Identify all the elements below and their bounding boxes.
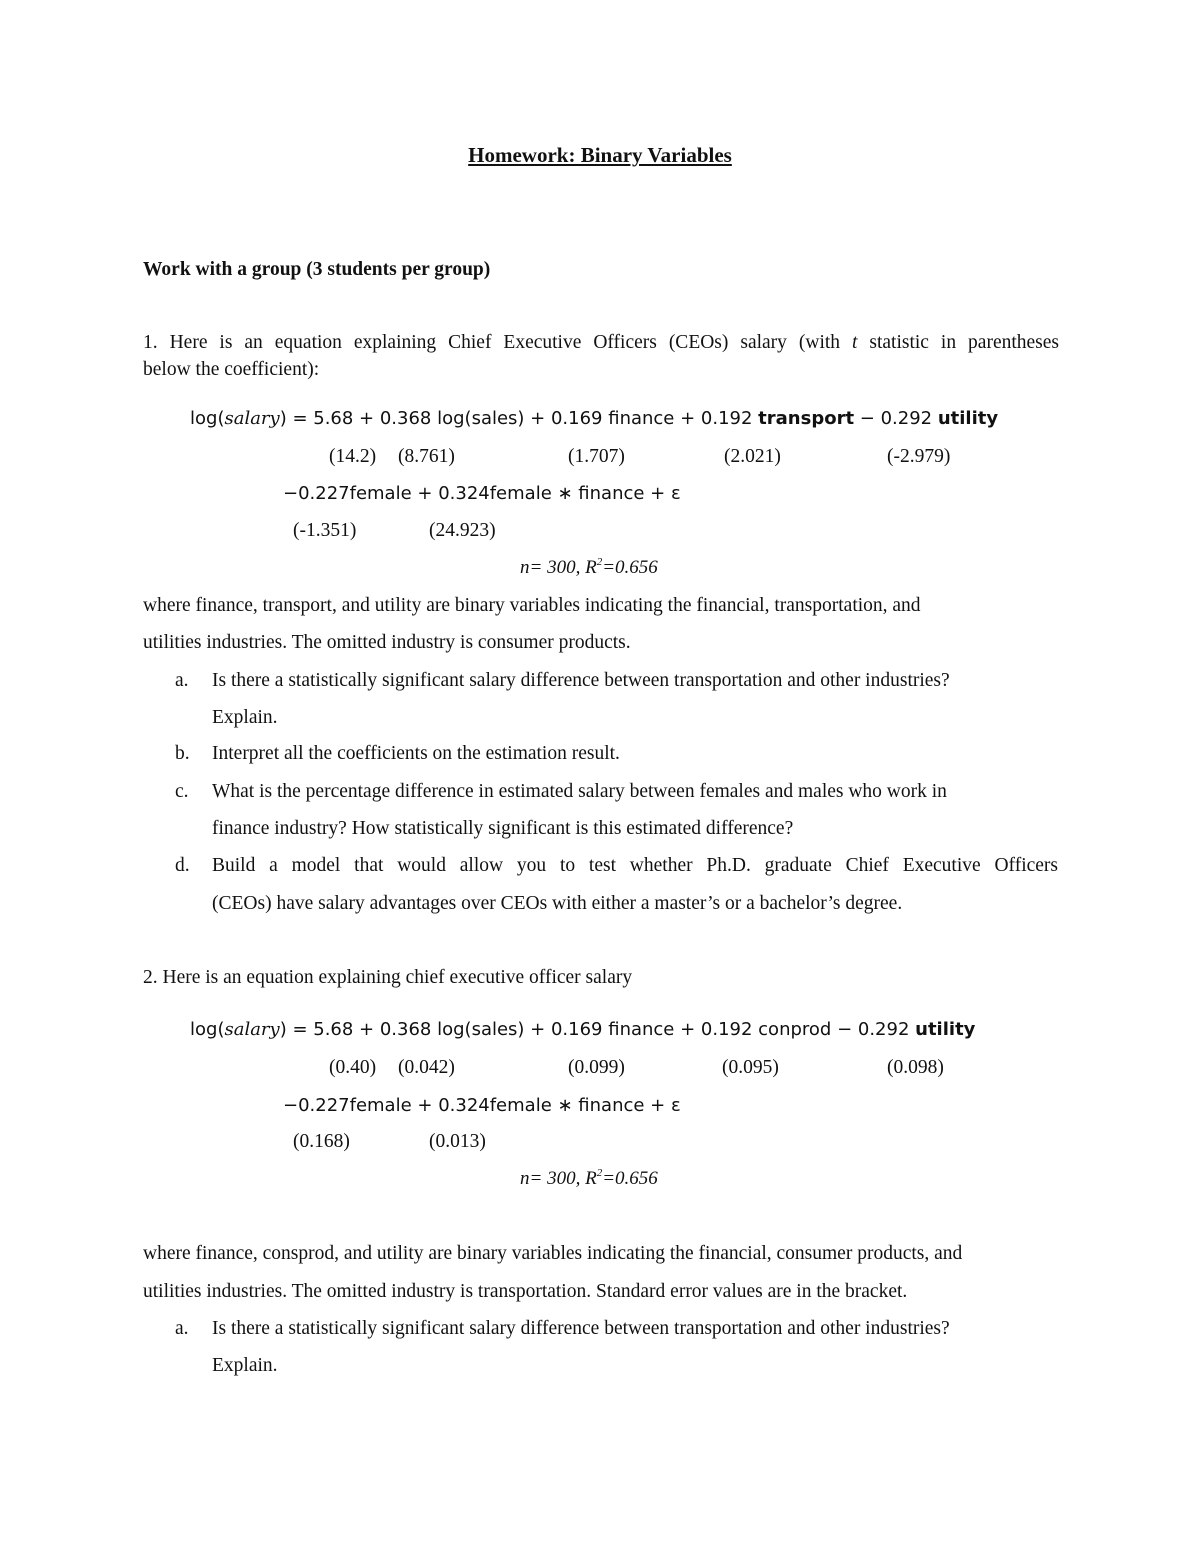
q2-intro: 2. Here is an equation explaining chief executive officer salary <box>143 967 633 988</box>
q1-item-c-line1: What is the percentage difference in estimated salary between females and males who work in <box>212 781 947 802</box>
q1-item-d-letter: d. <box>175 855 190 876</box>
q1-where-line1: where finance, transport, and utility are binary variables indicating the financial, transportation, and <box>143 595 921 616</box>
q1-eq-transport: transport <box>758 408 855 429</box>
q2-se-3: (0.099) <box>568 1057 625 1078</box>
q2-equation-line1: log(salary) = 5.68 + 0.368 log(sales) + 0.169 finance + 0.192 conprod − 0.292 utility <box>190 1019 976 1040</box>
q2-se-4: (0.095) <box>722 1057 779 1078</box>
q2-eq-salary: salary <box>224 1019 280 1040</box>
q1-intro-t: t <box>852 332 858 353</box>
q1-tstat-4: (2.021) <box>724 446 781 467</box>
q2-eq-utility: utility <box>915 1019 976 1040</box>
q1-item-a-letter: a. <box>175 670 189 691</box>
q1-tstat-2: (8.761) <box>398 446 455 467</box>
q1-item-c-letter: c. <box>175 781 189 802</box>
q1-intro-post: statistic in parentheses <box>857 332 1059 353</box>
q2-equation-line2: −0.227female + 0.324female ∗ finance + ε <box>283 1095 681 1116</box>
q1-item-c-line2: finance industry? How statistically significant is this estimated difference? <box>212 818 794 839</box>
q1-tstat-1: (14.2) <box>329 446 377 467</box>
q1-where-line2: utilities industries. The omitted industry is consumer products. <box>143 632 631 653</box>
q2-item-a-line1: Is there a statistically significant salary difference between transportation and other industries? <box>212 1318 950 1339</box>
q1-item-a-line1: Is there a statistically significant salary difference between transportation and other industries? <box>212 670 950 691</box>
q1-item-a-line2: Explain. <box>212 707 278 728</box>
q1-eq-salary: salary <box>224 408 280 429</box>
q1-fit-stats: n= 300, $R^2=0.656$ <box>520 556 658 578</box>
q2-se-7: (0.013) <box>429 1131 486 1152</box>
q2-item-a-line2: Explain. <box>212 1355 278 1376</box>
group-note: Work with a group (3 students per group) <box>143 259 491 280</box>
q1-eq-utility: utility <box>937 408 999 429</box>
q2-se-5: (0.098) <box>887 1057 944 1078</box>
q2-where-line2: utilities industries. The omitted industry is transportation. Standard error values are in the bracket. <box>143 1281 908 1302</box>
q1-equation-line1: log(salary) = 5.68 + 0.368 log(sales) + 0.169 finance + 0.192 transport − 0.292 utility <box>190 408 999 429</box>
page-title: Homework: Binary Variables <box>468 143 732 167</box>
q1-item-b-letter: b. <box>175 743 190 764</box>
q1-tstat-7: (24.923) <box>429 520 496 541</box>
q2-fit-stats: n= 300, $R^2=0.656$ <box>520 1167 658 1189</box>
q1-item-b-line1: Interpret all the coefficients on the estimation result. <box>212 743 620 764</box>
q1-tstat-3: (1.707) <box>568 446 625 467</box>
q1-item-d-line1: Build a model that would allow you to test whether Ph.D. graduate Chief Executive Officers <box>212 855 1058 876</box>
q2-se-1: (0.40) <box>329 1057 377 1078</box>
q1-intro-line1 <box>143 332 1059 354</box>
q2-se-2: (0.042) <box>398 1057 455 1078</box>
q2-se-6: (0.168) <box>293 1131 350 1152</box>
q1-item-d-line2: (CEOs) have salary advantages over CEOs with either a master’s or a bachelor’s degree. <box>212 893 903 914</box>
q2-where-line1: where finance, consprod, and utility are binary variables indicating the financial, consumer products, and <box>143 1243 963 1264</box>
q1-intro-pre: 1. Here is an equation explaining Chief Executive Officers (CEOs) salary (with <box>143 332 852 353</box>
q2-item-a-letter: a. <box>175 1318 189 1339</box>
q1-intro-line2: below the coefficient): <box>143 359 320 380</box>
q1-tstat-6: (-1.351) <box>293 520 357 541</box>
q1-equation-line2: −0.227female + 0.324female ∗ finance + ε <box>283 483 681 504</box>
q1-tstat-5: (-2.979) <box>887 446 951 467</box>
